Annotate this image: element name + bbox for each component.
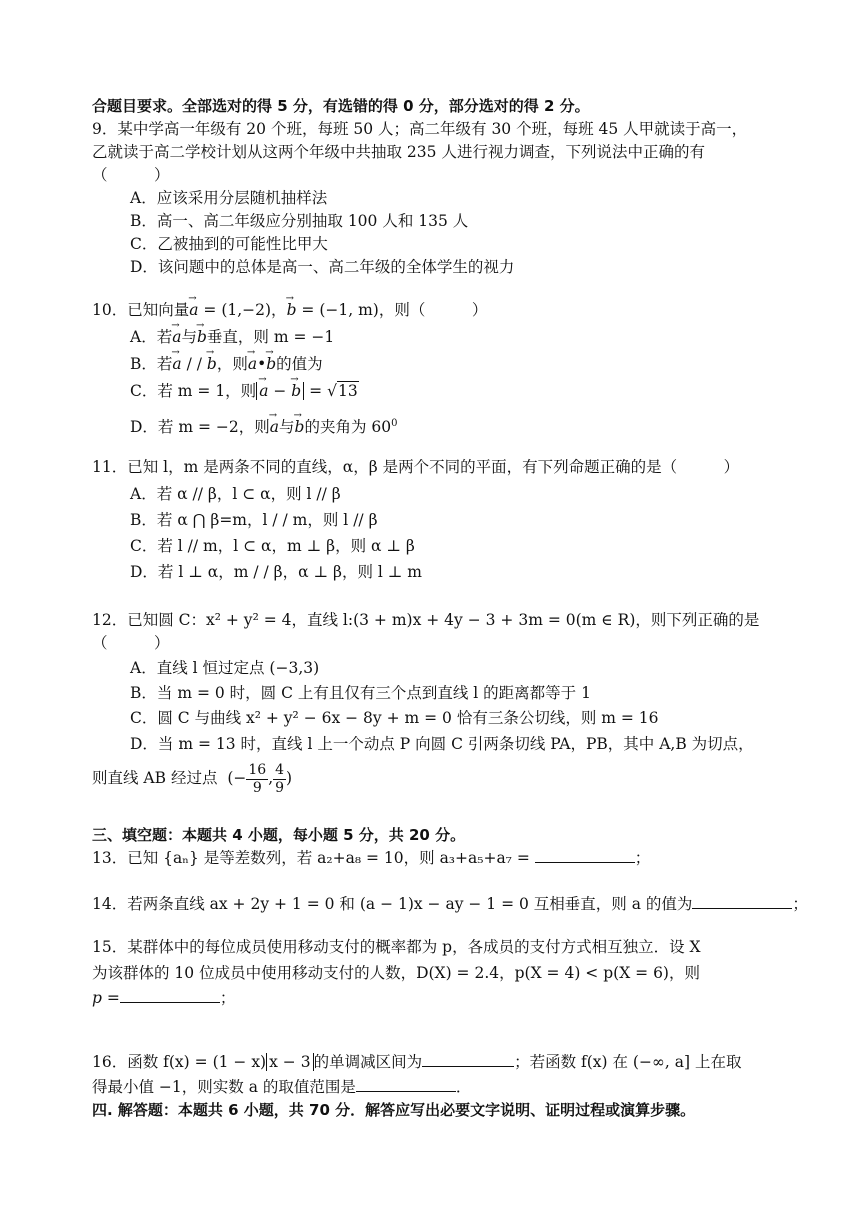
q12-option-a: A．直线 l 恒过定点 (−3,3) (130, 659, 320, 677)
q10-b-pre: B．若 (130, 355, 173, 373)
q9-stem-line1: 9．某中学高一年级有 20 个班，每班 50 人；高二年级有 30 个班，每班 45 人甲就读于高一， (92, 120, 748, 138)
q10-a-pre: A．若 (130, 328, 173, 346)
q10-a-vec-a: → a (172, 326, 181, 348)
q10-a-post: 垂直，则 m = −1 (206, 328, 335, 346)
q14 (92, 893, 808, 915)
q16-answer-blank-2[interactable] (356, 1076, 456, 1092)
q9-option-c: C．乙被抽到的可能性比甲大 (130, 235, 328, 253)
q14-answer-blank[interactable] (692, 893, 792, 909)
q10-d-post: 的夹角为 60 (304, 418, 392, 437)
q12-frac-2-num: 4 (275, 761, 285, 778)
q16-line2 (92, 1076, 471, 1098)
q16-abs: x − 3 (266, 1053, 313, 1071)
q10-option-d (130, 413, 397, 438)
q12-frac-1-num: 16 (248, 761, 267, 778)
q11-option-b: B．若 α ⋂ β=m，l / / m，则 l // β (130, 511, 378, 529)
q10-c-abs (256, 382, 304, 400)
q10-c-pre: C．若 m = 1，则 (130, 382, 257, 400)
q12-option-d-cont (92, 760, 292, 797)
q10-b-mid2: ，则 (216, 355, 248, 373)
q16-text-2a: 得最小值 −1，则实数 a 的取值范围是 (92, 1078, 356, 1096)
section-header-tail: 合题目要求。全部选对的得 5 分，有选错的得 0 分，部分选对的得 2 分。 (92, 97, 590, 115)
q9-paren: （ ） (92, 166, 170, 184)
q10-c-vec-a: → a (259, 380, 268, 402)
q10-b-vec-a: → a (172, 353, 181, 375)
q12-frac-2 (273, 762, 286, 797)
q13-text: 13．已知 {aₙ} 是等差数列，若 a₂+a₈ = 10，则 a₃+a₅+a₇ = (92, 849, 530, 867)
q12-frac-1-den: 9 (252, 779, 262, 796)
q16-text-2b: ． (455, 1078, 472, 1096)
q13-answer-blank[interactable] (535, 847, 635, 863)
q13 (92, 847, 650, 869)
q12-d2-close: ) (286, 769, 293, 787)
q9-stem-line2: 乙就读于高二学校计划从这两个年级中共抽取 235 人进行视力调查，下列说法中正确的有 (92, 143, 705, 161)
q11-option-a: A．若 α // β，l ⊂ α，则 l // β (130, 485, 341, 503)
q10-d-pre: D．若 m = −2，则 (130, 418, 270, 437)
q16-answer-blank-1[interactable] (422, 1051, 514, 1067)
section-3-header: 三、填空题：本题共 4 小题，每小题 5 分，共 20 分。 (92, 826, 466, 844)
q10-c-minus: − (268, 382, 292, 400)
q15-line3 (92, 987, 235, 1009)
q15-tail: ； (219, 989, 236, 1007)
q10-vec-b: → b (287, 299, 297, 321)
q10-c-vec-b: → b (291, 380, 301, 402)
q15-answer-blank[interactable] (120, 987, 220, 1003)
q10-c-sqrt: 13 (337, 382, 358, 400)
q10-d-vec-a: → a (270, 416, 279, 438)
q16-text-b: 的单调减区间为 (313, 1053, 423, 1071)
q16-func: 16．函数 f(x) = (1 − x) (92, 1053, 267, 1071)
q12-option-b: B．当 m = 0 时，圆 C 上有且仅有三个点到直线 l 的距离都等于 1 (130, 684, 591, 702)
q10-b-dot: • (257, 355, 267, 373)
q11-option-d: D．若 l ⊥ α，m / / β，α ⊥ β，则 l ⊥ m (130, 563, 422, 581)
q10-d-sup: 0 (391, 418, 398, 429)
q10-b-mid: / / (181, 355, 207, 373)
q15-p-eq: p = (92, 989, 120, 1007)
q14-tail: ； (792, 895, 808, 913)
q9-option-d: D．该问题中的总体是高一、高二年级的全体学生的视力 (130, 258, 515, 276)
q10-stem-b: = (1,−2)， (198, 301, 287, 319)
q10-option-c: C．若 m = 1，则→ a − → b = √13 (130, 380, 359, 402)
q12-d2-open: (− (227, 769, 247, 787)
q16-text-c: ；若函数 f(x) 在 (−∞, a] 上在取 (514, 1053, 742, 1071)
q12-d2-pre: 则直线 AB 经过点 (92, 769, 218, 787)
q12-frac-1 (246, 762, 268, 797)
q12-paren: （ ） (92, 634, 170, 652)
q10-stem-c: = (−1, m)，则（ ） (296, 301, 488, 319)
q12-frac-2-den: 9 (275, 779, 285, 796)
q10-vec-a: → a (189, 299, 198, 321)
q10-stem (92, 299, 487, 321)
q16-line1 (92, 1051, 741, 1073)
q11-option-c: C．若 l // m，l ⊂ α，m ⊥ β，则 α ⊥ β (130, 537, 415, 555)
q10-c-eq: = (304, 382, 328, 400)
q10-d-mid: 与 (279, 418, 295, 437)
q12-option-d: D．当 m = 13 时，直线 l 上一个动点 P 向圆 C 引两条切线 PA，PB，其中 A,B 为切点， (130, 735, 754, 753)
q9-option-b: B．高一、高二年级应分别抽取 100 人和 135 人 (130, 212, 469, 230)
q15-line1: 15．某群体中的每位成员使用移动支付的概率都为 p，各成员的支付方式相互独立．设 X (92, 938, 701, 956)
q11-stem: 11．已知 l，m 是两条不同的直线，α，β 是两个不同的平面，有下列命题正确的是（ ） (92, 458, 740, 476)
q10-b-vec-b2: → b (266, 353, 276, 375)
q13-tail: ； (634, 849, 651, 867)
q10-a-mid: 与 (181, 328, 197, 346)
q15-line2: 为该群体的 10 位成员中使用移动支付的人数，D(X) = 2.4，p(X = 4) < p(X = 6)，则 (92, 964, 700, 982)
q10-stem-a: 10．已知向量 (92, 301, 190, 319)
section-4-header: 四. 解答题：本题共 6 小题，共 70 分．解答应写出必要文字说明、证明过程或演算步骤。 (92, 1101, 696, 1119)
q10-b-post: 的值为 (276, 355, 323, 373)
q10-b-vec-b: → b (207, 353, 217, 375)
q12-stem: 12．已知圆 C：x² + y² = 4，直线 l:(3 + m)x + 4y − 3 + 3m = 0(m ∈ R)，则下列正确的是 (92, 611, 760, 629)
q12-d2-comma: , (268, 769, 274, 787)
q14-text: 14．若两条直线 ax + 2y + 1 = 0 和 (a − 1)x − ay − 1 = 0 互相垂直，则 a 的值为 (92, 895, 693, 913)
q10-option-a (130, 326, 334, 348)
q9-option-a: A．应该采用分层随机抽样法 (130, 189, 328, 207)
q12-option-c: C．圆 C 与曲线 x² + y² − 6x − 8y + m = 0 恰有三条公切线，则 m = 16 (130, 709, 659, 727)
q10-a-vec-b: → b (197, 326, 207, 348)
q10-b-vec-a2: → a (248, 353, 257, 375)
q10-d-vec-b: → b (295, 416, 305, 438)
